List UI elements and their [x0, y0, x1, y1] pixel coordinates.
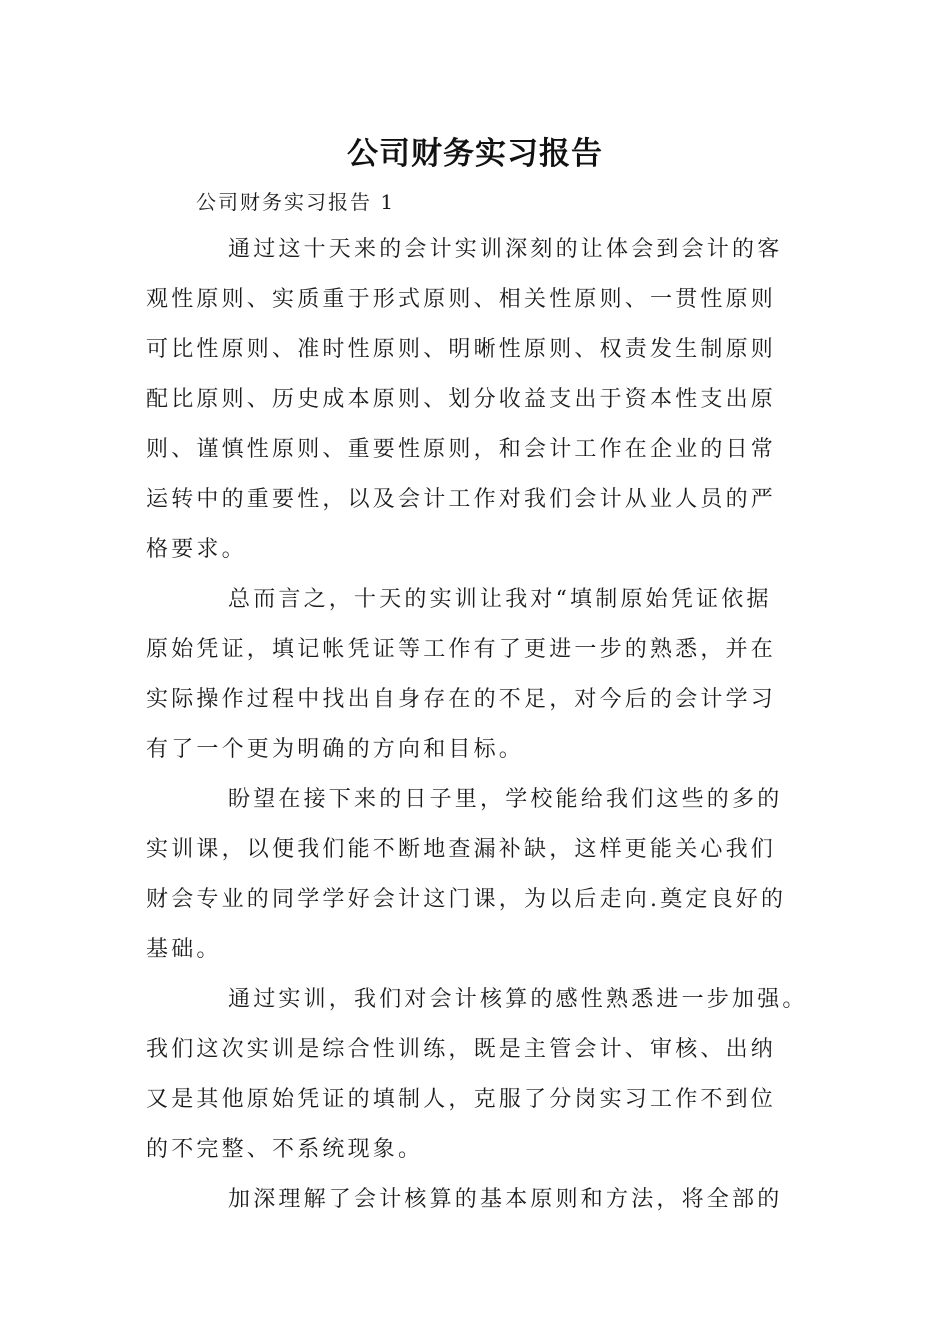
- paragraph-line: 财会专业的同学学好会计这门课，为以后走向.奠定良好的: [146, 887, 787, 912]
- paragraph-line: 基础。: [146, 937, 222, 962]
- document-body: [146, 230, 808, 1230]
- paragraph-line: 运转中的重要性，以及会计工作对我们会计从业人员的严: [146, 487, 777, 512]
- paragraph-line: 可比性原则、准时性原则、明晰性原则、权责发生制原则: [146, 337, 777, 362]
- paragraph-line: 原始凭证，填记帐凭证等工作有了更进一步的熟悉，并在: [146, 637, 777, 662]
- paragraph-line: 则、谨慎性原则、重要性原则，和会计工作在企业的日常: [146, 437, 777, 462]
- paragraph-line: 通过实训，我们对会计核算的感性熟悉进一步加强。: [228, 987, 808, 1012]
- paragraph-line: 盼望在接下来的日子里，学校能给我们这些的多的: [228, 787, 783, 812]
- paragraph-line: 格要求。: [146, 537, 247, 562]
- paragraph-line: 加深理解了会计核算的基本原则和方法，将全部的: [228, 1187, 783, 1212]
- document-title: 公司财务实习报告: [347, 136, 603, 172]
- paragraph-line: 总而言之，十天的实训让我对“填制原始凭证依据: [228, 587, 772, 612]
- paragraph-line: 的不完整、不系统现象。: [146, 1137, 424, 1162]
- paragraph-line: 配比原则、历史成本原则、划分收益支出于资本性支出原: [146, 387, 777, 412]
- paragraph-line: 我们这次实训是综合性训练，既是主管会计、审核、出纳: [146, 1037, 777, 1062]
- paragraph-line: 观性原则、实质重于形式原则、相关性原则、一贯性原则: [146, 287, 777, 312]
- paragraph-line: 实训课，以便我们能不断地查漏补缺，这样更能关心我们: [146, 837, 777, 862]
- paragraph-line: 有了一个更为明确的方向和目标。: [146, 737, 525, 762]
- document-subtitle: 公司财务实习报告 1: [196, 190, 396, 214]
- paragraph-line: 又是其他原始凭证的填制人，克服了分岗实习工作不到位: [146, 1087, 777, 1112]
- paragraph-line: 实际操作过程中找出自身存在的不足，对今后的会计学习: [146, 687, 777, 712]
- paragraph-line: 通过这十天来的会计实训深刻的让体会到会计的客: [228, 237, 783, 262]
